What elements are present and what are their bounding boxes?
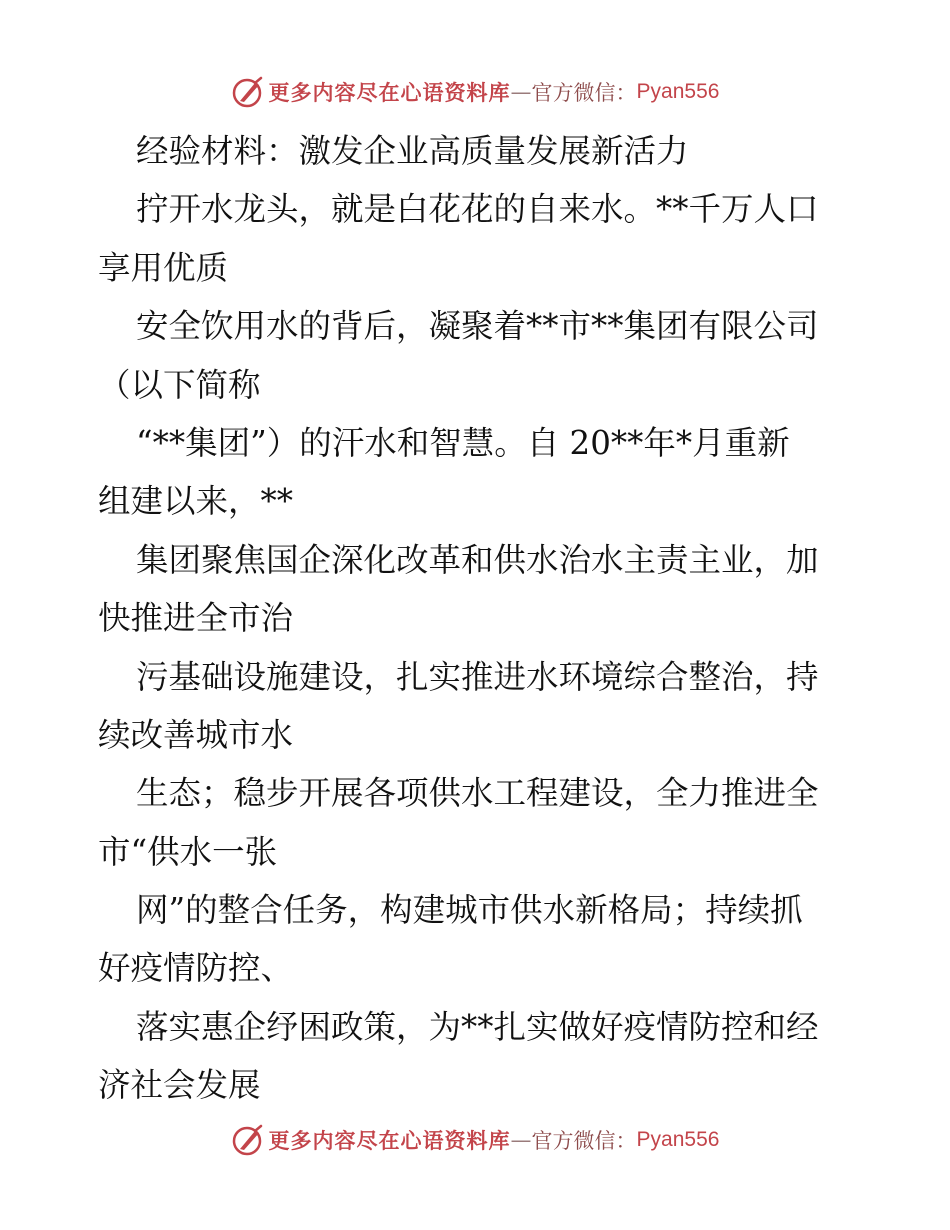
- paragraph-line: 济社会发展: [98, 1066, 261, 1105]
- document-title: 经验材料：激发企业高质量发展新活力: [136, 132, 689, 170]
- quill-pen-logo-icon: [231, 1123, 265, 1157]
- paragraph-line: 污基础设施建设，扎实推进水环境综合整治，持: [136, 657, 819, 696]
- banner-dash: —: [510, 80, 532, 104]
- quill-pen-logo-icon: [231, 75, 265, 109]
- banner-dash: —: [510, 1128, 532, 1152]
- paragraph-line: 安全饮用水的背后，凝聚着**市**集团有限公司: [136, 307, 819, 346]
- header-banner: [0, 72, 950, 112]
- document-body: [98, 122, 858, 1115]
- banner-brand: 更多内容尽在心语资料库: [268, 1129, 511, 1153]
- paragraph-line: 生态；稳步开展各项供水工程建设，全力推进全: [136, 774, 819, 813]
- banner-wechat-label: 官方微信：: [531, 81, 637, 105]
- banner-brand: 更多内容尽在心语资料库: [268, 81, 511, 105]
- banner-handle: Pyan556: [636, 1128, 720, 1151]
- paragraph-line: 落实惠企纾困政策，为**扎实做好疫情防控和经: [136, 1007, 819, 1046]
- paragraph-line: 享用优质: [98, 248, 229, 287]
- footer-banner: [0, 1120, 950, 1160]
- paragraph-line: “**集团”）的汗水和智慧。自 20**年*月重新: [136, 423, 790, 462]
- banner-wechat-label: 官方微信：: [531, 1129, 637, 1153]
- banner-handle: Pyan556: [636, 80, 720, 103]
- paragraph-line: 集团聚焦国企深化改革和供水治水主责主业，加: [136, 540, 819, 579]
- paragraph-line: （以下简称: [98, 365, 261, 404]
- paragraph-line: 拧开水龙头，就是白花花的自来水。**千万人口: [136, 190, 819, 229]
- paragraph-line: 组建以来，**: [98, 482, 294, 521]
- paragraph-line: 市“供水一张: [98, 832, 278, 871]
- paragraph-line: 网”的整合任务，构建城市供水新格局；持续抓: [136, 891, 803, 930]
- paragraph-line: 快推进全市治: [98, 599, 294, 638]
- paragraph-line: 续改善城市水: [98, 715, 294, 754]
- paragraph-line: 好疫情防控、: [98, 949, 294, 988]
